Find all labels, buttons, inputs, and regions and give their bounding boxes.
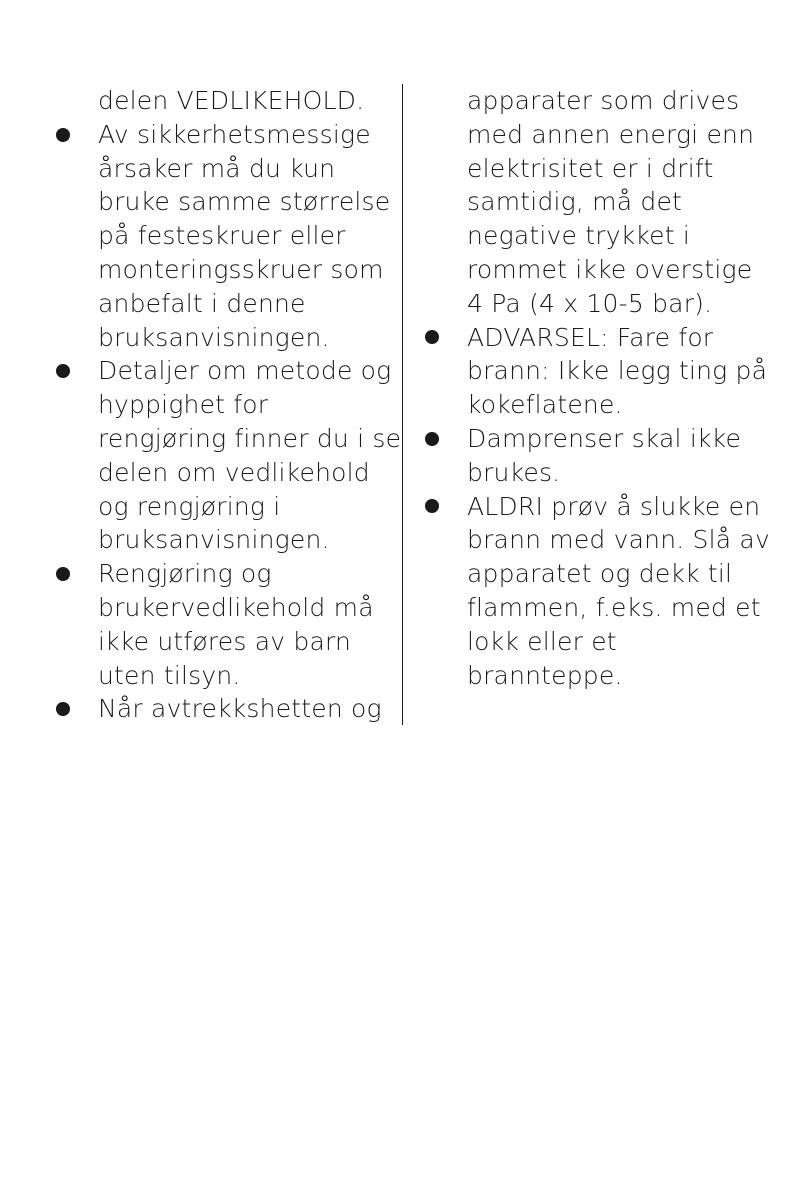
bullet-icon (56, 702, 70, 716)
bullet-item-line (421, 490, 761, 524)
line-text: brann: Ikke legg ting på (467, 356, 768, 386)
line-text: elektrisitet er i drift (467, 153, 714, 183)
text-line (421, 84, 761, 118)
right-text-column (421, 84, 770, 692)
text-line (421, 388, 761, 422)
line-text: hyppighet for (98, 390, 269, 420)
line-text: monteringsskruer som (98, 254, 384, 284)
line-text: brukes. (467, 457, 561, 487)
bullet-icon (425, 432, 439, 446)
text-line (52, 490, 392, 524)
text-line (421, 287, 761, 321)
line-text: 4 Pa (4 x 10-5 bar). (467, 288, 713, 318)
text-line (421, 185, 761, 219)
text-line (52, 591, 392, 625)
line-text: Damprenser skal ikke (467, 423, 742, 453)
text-line (421, 118, 761, 152)
text-line (421, 591, 761, 625)
bullet-icon (56, 364, 70, 378)
bullet-item-line (52, 118, 392, 152)
line-text: samtidig, må det (467, 187, 683, 217)
text-line (52, 456, 392, 490)
text-line (52, 625, 392, 659)
text-line (421, 523, 770, 557)
line-text: årsaker må du kun (98, 153, 336, 183)
bullet-item-line (421, 321, 761, 355)
bullet-item-line (421, 422, 761, 456)
line-text: på festeskruer eller (98, 221, 346, 251)
bullet-item-line (52, 557, 392, 591)
line-text: Av sikkerhetsmessige (98, 119, 371, 149)
line-text: bruksanvisningen. (98, 525, 330, 555)
text-line (52, 422, 402, 456)
line-text: flammen, f.eks. med et (467, 592, 761, 622)
text-line (421, 354, 768, 388)
line-text: negative trykket i (467, 221, 691, 251)
line-text: uten tilsyn. (98, 660, 241, 690)
line-text: apparater som drives (467, 86, 740, 115)
text-line (52, 659, 392, 693)
bullet-icon (425, 499, 439, 513)
text-line (52, 287, 392, 321)
line-text: ikke utføres av barn (98, 626, 352, 656)
column-divider (402, 84, 403, 725)
text-line (421, 456, 761, 490)
text-line (421, 625, 761, 659)
line-text: ADVARSEL: Fare for (467, 322, 714, 352)
line-text: Rengjøring og (98, 559, 272, 589)
line-text: delen VEDLIKEHOLD. (98, 86, 365, 115)
text-line (52, 253, 392, 287)
text-line (52, 219, 392, 253)
line-text: med annen energi enn (467, 119, 755, 149)
line-text: kokeflatene. (467, 390, 623, 420)
line-text: ALDRI prøv å slukke en (467, 491, 761, 521)
line-text: brukervedlikehold må (98, 592, 374, 622)
bullet-icon (56, 567, 70, 581)
text-line (421, 253, 761, 287)
line-text: brannteppe. (467, 660, 623, 690)
line-text: rengjøring finner du i se (98, 423, 402, 453)
text-line (52, 152, 392, 186)
line-text: Når avtrekkshetten og (98, 694, 382, 724)
line-text: og rengjøring i (98, 491, 281, 521)
line-text: apparatet og dekk til (467, 559, 733, 589)
line-text: Detaljer om metode og (98, 356, 392, 386)
line-text: anbefalt i denne (98, 288, 306, 318)
bullet-icon (425, 330, 439, 344)
line-text: brann med vann. Slå av (467, 525, 770, 555)
text-line (421, 659, 761, 693)
text-line (52, 523, 392, 557)
text-line (421, 152, 761, 186)
bullet-icon (56, 128, 70, 142)
text-line (52, 388, 392, 422)
text-line (52, 84, 392, 118)
line-text: bruksanvisningen. (98, 322, 330, 352)
line-text: bruke samme størrelse (98, 187, 391, 217)
text-line (421, 219, 761, 253)
line-text: rommet ikke overstige (467, 254, 753, 284)
left-text-column (52, 84, 402, 726)
text-line (52, 321, 392, 355)
line-text: delen om vedlikehold (98, 457, 370, 487)
bullet-item-line (52, 692, 392, 726)
bullet-item-line (52, 354, 392, 388)
text-line (421, 557, 761, 591)
text-line (52, 185, 392, 219)
line-text: lokk eller et (467, 626, 617, 656)
